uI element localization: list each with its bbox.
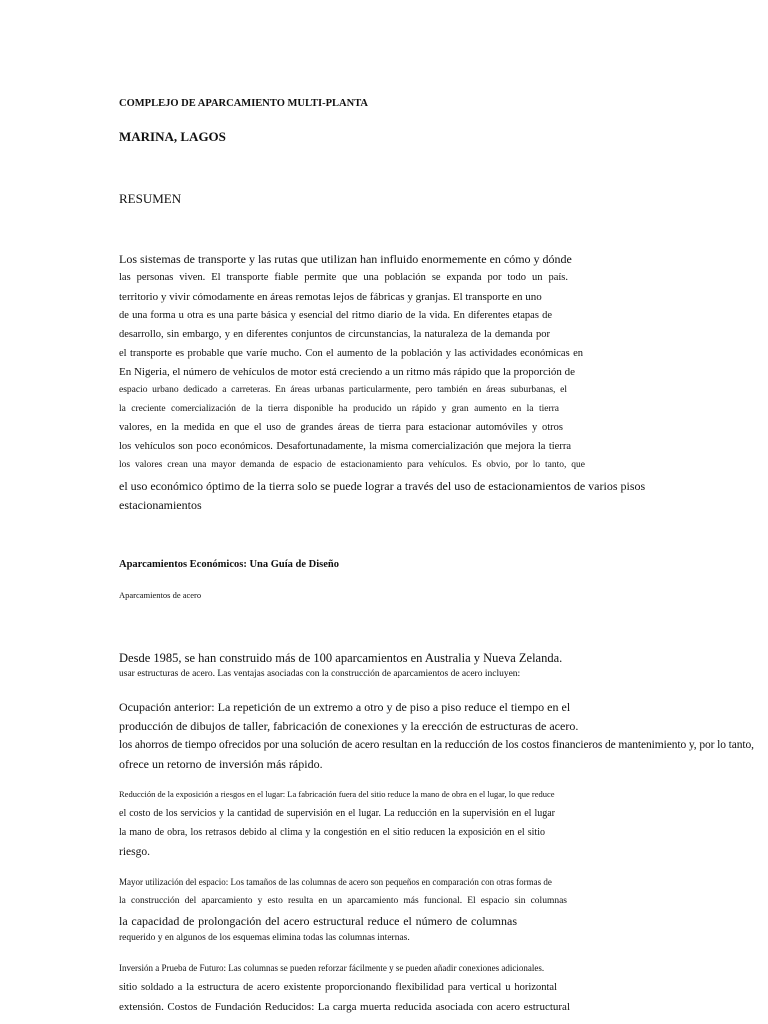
- abstract-line: de una forma u otra es una parte básica y esencial del ritmo diario de la vida. En diferentes etapas de: [119, 310, 552, 321]
- future-line: extensión. Costos de Fundación Reducidos: La carga muerta reducida asociada con acero estructural: [119, 1001, 570, 1013]
- risk-line: riesgo.: [119, 846, 150, 858]
- abstract-line: En Nigeria, el número de vehículos de motor está creciendo a un ritmo más rápido que la proporción de: [119, 366, 576, 378]
- space-line: la capacidad de prolongación del acero estructural reduce el número de columnas: [119, 914, 517, 928]
- intro-line: Desde 1985, se han construido más de 100 aparcamientos en Australia y Nueva Zelanda.: [119, 651, 563, 665]
- section-heading: RESUMEN: [119, 191, 182, 206]
- abstract-line: Los sistemas de transporte y las rutas que utilizan han influido enormemente en cómo y dónde: [119, 252, 572, 266]
- intro-line: usar estructuras de acero. Las ventajas asociadas con la construcción de aparcamientos de acero incluyen:: [119, 669, 521, 679]
- future-line: Inversión a Prueba de Futuro: Las columnas se pueden reforzar fácilmente y se pueden añadir conexiones adicionales.: [119, 963, 545, 973]
- abstract-line: espacio urbano dedicado a carreteras. En áreas urbanas particularmente, pero también en áreas suburbanas, el: [119, 385, 567, 395]
- space-line: Mayor utilización del espacio: Los tamaños de las columnas de acero son pequeños en comparación con otras formas de: [119, 877, 552, 887]
- document-subtitle: MARINA, LAGOS: [119, 129, 226, 144]
- risk-line: la mano de obra, los retrasos debido al clima y la congestión en el sitio reducen la exposición en el sitio: [119, 827, 545, 838]
- abstract-line: el transporte es probable que varíe mucho. Con el aumento de la población y las actividades económicas en: [119, 348, 583, 359]
- abstract-line: territorio y vivir cómodamente en áreas remotas lejos de fábricas y granjas. El transporte en uno: [119, 291, 542, 303]
- risk-line: el costo de los servicios y la cantidad de supervisión en el lugar. La reducción en la supervisión en el lugar: [119, 808, 555, 819]
- guide-heading: Aparcamientos Económicos: Una Guía de Diseño: [119, 559, 340, 570]
- abstract-line: las personas viven. El transporte fiable permite que una población se expanda por todo un país.: [119, 272, 568, 283]
- space-line: requerido y en algunos de los esquemas elimina todas las columnas internas.: [119, 933, 410, 943]
- abstract-line: valores, en la medida en que el uso de grandes áreas de tierra para estacionar automóviles y otros: [119, 422, 563, 433]
- abstract-line: el uso económico óptimo de la tierra solo se puede lograr a través del uso de estacionamientos de varios pisos: [119, 479, 646, 493]
- occupation-line: ofrece un retorno de inversión más rápido.: [119, 757, 323, 771]
- document-title: COMPLEJO DE APARCAMIENTO MULTI-PLANTA: [119, 98, 369, 109]
- space-line: la construcción del aparcamiento y esto resulta en un aparcamiento más funcional. El espacio sin columnas: [119, 896, 567, 906]
- future-line: sitio soldado a la estructura de acero existente proporcionando flexibilidad para vertical u horizontal: [119, 982, 557, 993]
- guide-subheading: Aparcamientos de acero: [119, 590, 202, 600]
- abstract-line: estacionamientos: [119, 498, 202, 512]
- risk-line: Reducción de la exposición a riesgos en el lugar: La fabricación fuera del sitio reduce la mano de obra en el lugar, lo que reduce: [119, 789, 555, 799]
- occupation-line: producción de dibujos de taller, fabricación de conexiones y la erección de estructuras de acero.: [119, 719, 579, 733]
- occupation-line: Ocupación anterior: La repetición de un extremo a otro y de piso a piso reduce el tiempo en el: [119, 700, 571, 714]
- abstract-line: los valores crean una mayor demanda de espacio de estacionamiento para vehículos. Es obvio, por lo tanto, que: [119, 460, 585, 470]
- abstract-line: la creciente comercialización de la tierra disponible ha producido un rápido y gran aumento en la tierra: [119, 404, 559, 414]
- abstract-line: los vehículos son poco económicos. Desafortunadamente, la misma comercialización que mejora la tierra: [119, 441, 571, 452]
- abstract-line: desarrollo, sin embargo, y en diferentes conjuntos de circunstancias, la naturaleza de la demanda por: [119, 329, 550, 340]
- occupation-line: los ahorros de tiempo ofrecidos por una solución de acero resultan en la reducción de los costos financieros de mantenimiento y, por lo tanto,: [119, 739, 754, 751]
